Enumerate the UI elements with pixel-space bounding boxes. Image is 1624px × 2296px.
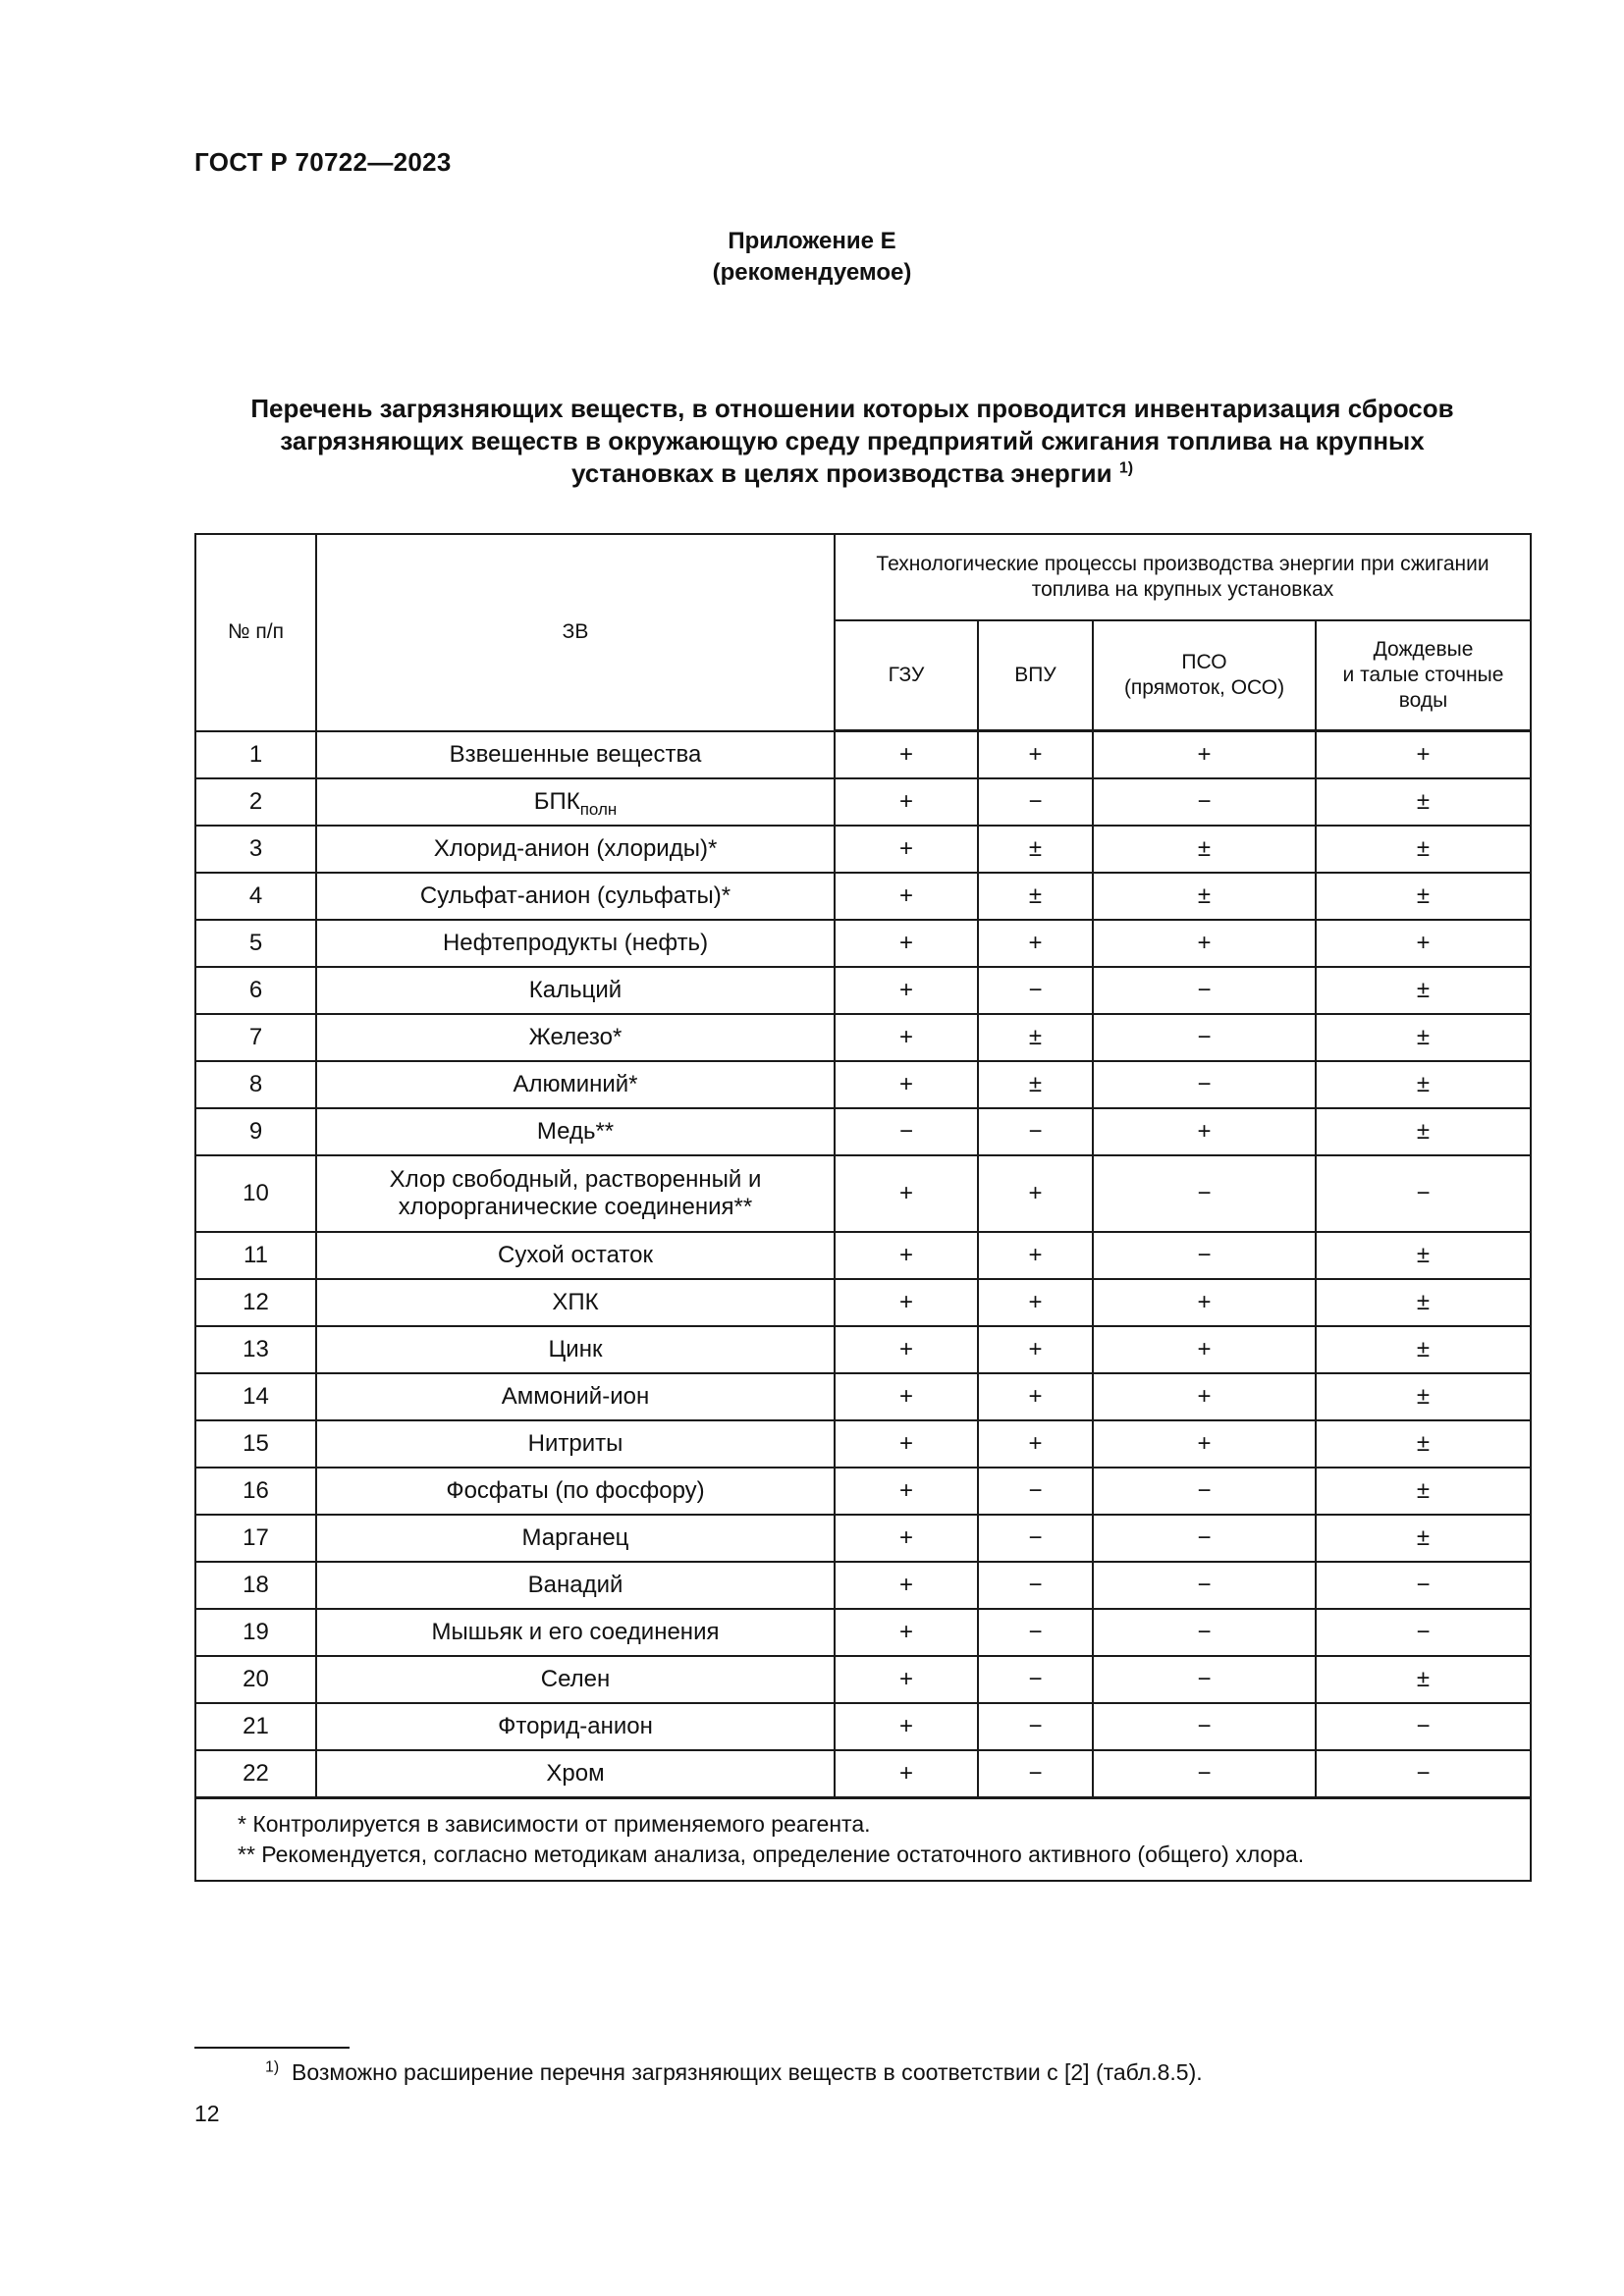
rain-cell: ± xyxy=(1316,1468,1531,1515)
gzu-cell: + xyxy=(835,731,978,779)
table-row xyxy=(195,1279,1531,1326)
substance-name-cell xyxy=(316,920,835,967)
pso-cell: − xyxy=(1093,778,1316,826)
vpu-cell: − xyxy=(978,1656,1093,1703)
row-number-cell: 10 xyxy=(195,1155,316,1232)
table-row xyxy=(195,1609,1531,1656)
header-rain-line3: воды xyxy=(1398,689,1448,712)
substance-name-cell xyxy=(316,731,835,779)
vpu-cell: − xyxy=(978,1750,1093,1798)
gzu-cell: + xyxy=(835,778,978,826)
pso-cell: − xyxy=(1093,1703,1316,1750)
notes-row xyxy=(195,1798,1531,1882)
gzu-cell: + xyxy=(835,873,978,920)
vpu-cell: − xyxy=(978,1468,1093,1515)
vpu-cell: + xyxy=(978,1326,1093,1373)
vpu-cell: + xyxy=(978,1155,1093,1232)
rain-cell: − xyxy=(1316,1703,1531,1750)
gzu-cell: + xyxy=(835,1373,978,1420)
document-title xyxy=(194,393,1510,490)
pso-cell: + xyxy=(1093,1326,1316,1373)
header-gzu: ГЗУ xyxy=(835,620,978,731)
footnote xyxy=(265,2057,1203,2087)
pso-cell: − xyxy=(1093,1155,1316,1232)
row-number-cell: 5 xyxy=(195,920,316,967)
title-line-3 xyxy=(194,457,1510,490)
substance-name-cell xyxy=(316,1326,835,1373)
vpu-cell: − xyxy=(978,1562,1093,1609)
pso-cell: − xyxy=(1093,1515,1316,1562)
pso-cell: − xyxy=(1093,1656,1316,1703)
row-number-cell: 6 xyxy=(195,967,316,1014)
substance-name-cell xyxy=(316,1562,835,1609)
substance-name-cell xyxy=(316,1061,835,1108)
row-number-cell: 17 xyxy=(195,1515,316,1562)
substance-name: Аммоний-ион xyxy=(501,1383,650,1410)
substance-name: Хлорид-анион (хлориды)* xyxy=(433,835,718,862)
row-number-cell: 7 xyxy=(195,1014,316,1061)
substance-name-cell xyxy=(316,1155,835,1232)
rain-cell: ± xyxy=(1316,1108,1531,1155)
vpu-cell: + xyxy=(978,1420,1093,1468)
substance-name-cell xyxy=(316,873,835,920)
rain-cell: ± xyxy=(1316,1656,1531,1703)
vpu-cell: + xyxy=(978,731,1093,779)
substance-name: Фосфаты (по фосфору) xyxy=(446,1477,705,1504)
gzu-cell: + xyxy=(835,1656,978,1703)
rain-cell: ± xyxy=(1316,1420,1531,1468)
rain-cell: ± xyxy=(1316,1232,1531,1279)
table-row xyxy=(195,1061,1531,1108)
table-row xyxy=(195,1108,1531,1155)
header-pso-line2: (прямоток, ОСО) xyxy=(1123,676,1285,699)
vpu-cell: ± xyxy=(978,1061,1093,1108)
pso-cell: + xyxy=(1093,1108,1316,1155)
table-row xyxy=(195,826,1531,873)
table-row xyxy=(195,967,1531,1014)
title-line-3-text: установках в целях производства энергии xyxy=(570,458,1112,488)
row-number-cell: 13 xyxy=(195,1326,316,1373)
table-body xyxy=(195,731,1531,1882)
substance-name: Железо* xyxy=(528,1024,623,1050)
pso-cell: + xyxy=(1093,1279,1316,1326)
vpu-cell: ± xyxy=(978,1014,1093,1061)
row-number-cell: 21 xyxy=(195,1703,316,1750)
gzu-cell: + xyxy=(835,1609,978,1656)
title-line-1: Перечень загрязняющих веществ, в отношении которых проводится инвентаризация сбросов xyxy=(250,394,1454,423)
substance-name-cell xyxy=(316,826,835,873)
substance-name: Цинк xyxy=(548,1336,603,1362)
note-1: * Контролируется в зависимости от применяемого реагента. xyxy=(238,1811,871,1837)
substance-name-cell xyxy=(316,1468,835,1515)
rain-cell: ± xyxy=(1316,826,1531,873)
substance-name-cell xyxy=(316,1656,835,1703)
pso-cell: + xyxy=(1093,731,1316,779)
gzu-cell: + xyxy=(835,1014,978,1061)
gzu-cell: + xyxy=(835,1279,978,1326)
substance-name: Сухой остаток xyxy=(498,1242,653,1268)
pso-cell: ± xyxy=(1093,826,1316,873)
footnote-marker: 1) xyxy=(265,2058,280,2076)
substance-name-cell xyxy=(316,1609,835,1656)
pso-cell: − xyxy=(1093,1609,1316,1656)
row-number-cell: 1 xyxy=(195,731,316,779)
row-number-cell: 9 xyxy=(195,1108,316,1155)
header-vpu: ВПУ xyxy=(978,620,1093,731)
footnote-text: Возможно расширение перечня загрязняющих веществ в соответствии с [2] (табл.8.5). xyxy=(292,2059,1203,2085)
vpu-cell: − xyxy=(978,1108,1093,1155)
substance-name: Хлор свободный, растворенный и xyxy=(389,1166,762,1193)
table-row xyxy=(195,731,1531,779)
rain-cell: − xyxy=(1316,1609,1531,1656)
table-row xyxy=(195,920,1531,967)
substance-name-subscript: полн xyxy=(579,799,618,819)
rain-cell: ± xyxy=(1316,873,1531,920)
table-row xyxy=(195,778,1531,826)
row-number-cell: 20 xyxy=(195,1656,316,1703)
substance-name: ХПК xyxy=(552,1289,599,1315)
rain-cell: ± xyxy=(1316,1061,1531,1108)
standard-id: ГОСТ Р 70722—2023 xyxy=(194,147,452,177)
table-row xyxy=(195,1703,1531,1750)
row-number-cell: 8 xyxy=(195,1061,316,1108)
row-number-cell: 14 xyxy=(195,1373,316,1420)
table-row xyxy=(195,1515,1531,1562)
pso-cell: ± xyxy=(1093,873,1316,920)
substance-name-cell xyxy=(316,967,835,1014)
table-row xyxy=(195,1014,1531,1061)
vpu-cell: + xyxy=(978,1232,1093,1279)
substance-name: Нитриты xyxy=(527,1430,623,1457)
header-number: № п/п xyxy=(195,534,316,731)
substance-name: Ванадий xyxy=(527,1572,623,1598)
notes-cell xyxy=(195,1798,1531,1882)
vpu-cell: + xyxy=(978,920,1093,967)
row-number-cell: 2 xyxy=(195,778,316,826)
rain-cell: − xyxy=(1316,1155,1531,1232)
gzu-cell: + xyxy=(835,1515,978,1562)
row-number-cell: 15 xyxy=(195,1420,316,1468)
table-row xyxy=(195,1326,1531,1373)
table-row xyxy=(195,1155,1531,1232)
rain-cell: ± xyxy=(1316,967,1531,1014)
rain-cell: ± xyxy=(1316,1515,1531,1562)
row-number-cell: 12 xyxy=(195,1279,316,1326)
gzu-cell: + xyxy=(835,1750,978,1798)
substance-name-cell xyxy=(316,1279,835,1326)
table-row xyxy=(195,1420,1531,1468)
substance-name: Взвешенные вещества xyxy=(449,740,702,768)
pso-cell: + xyxy=(1093,1420,1316,1468)
substance-name: Селен xyxy=(540,1666,611,1692)
gzu-cell: − xyxy=(835,1108,978,1155)
header-rain-line1: Дождевые xyxy=(1373,638,1474,661)
pso-cell: + xyxy=(1093,1373,1316,1420)
note-2: ** Рекомендуется, согласно методикам анализа, определение остаточного активного (общего) хлора. xyxy=(238,1842,1305,1867)
row-number-cell: 4 xyxy=(195,873,316,920)
vpu-cell: + xyxy=(978,1373,1093,1420)
vpu-cell: ± xyxy=(978,873,1093,920)
substance-name-cell xyxy=(316,1014,835,1061)
gzu-cell: + xyxy=(835,967,978,1014)
table-row xyxy=(195,1562,1531,1609)
substance-name-line2: хлорорганические соединения** xyxy=(398,1194,753,1220)
table-row xyxy=(195,873,1531,920)
rain-cell: ± xyxy=(1316,1326,1531,1373)
header-substance: ЗВ xyxy=(316,534,835,731)
substance-name-cell xyxy=(316,1108,835,1155)
vpu-cell: − xyxy=(978,1703,1093,1750)
substance-name: Сульфат-анион (сульфаты)* xyxy=(419,882,731,909)
pso-cell: − xyxy=(1093,1061,1316,1108)
vpu-cell: + xyxy=(978,1279,1093,1326)
vpu-cell: − xyxy=(978,1515,1093,1562)
rain-cell: + xyxy=(1316,731,1531,779)
substance-name: Мышьяк и его соединения xyxy=(431,1619,720,1645)
header-rain xyxy=(1316,620,1531,731)
substance-name: Алюминий* xyxy=(513,1071,638,1097)
pso-cell: − xyxy=(1093,1468,1316,1515)
gzu-cell: + xyxy=(835,1232,978,1279)
vpu-cell: − xyxy=(978,778,1093,826)
pso-cell: − xyxy=(1093,1562,1316,1609)
rain-cell: ± xyxy=(1316,778,1531,826)
gzu-cell: + xyxy=(835,1061,978,1108)
gzu-cell: + xyxy=(835,920,978,967)
header-pso xyxy=(1093,620,1316,731)
substance-name: Марганец xyxy=(521,1524,629,1551)
vpu-cell: − xyxy=(978,1609,1093,1656)
substance-name-cell xyxy=(316,1750,835,1798)
table-row xyxy=(195,1232,1531,1279)
table-row xyxy=(195,1656,1531,1703)
table-row xyxy=(195,1750,1531,1798)
substance-name-cell xyxy=(316,1420,835,1468)
gzu-cell: + xyxy=(835,1420,978,1468)
page-number: 12 xyxy=(194,2101,220,2126)
row-number-cell: 16 xyxy=(195,1468,316,1515)
vpu-cell: − xyxy=(978,967,1093,1014)
substance-name-cell xyxy=(316,1703,835,1750)
substances-table xyxy=(194,533,1532,1882)
pso-cell: − xyxy=(1093,967,1316,1014)
gzu-cell: + xyxy=(835,1468,978,1515)
annex-title: Приложение Е xyxy=(728,228,896,254)
row-number-cell: 19 xyxy=(195,1609,316,1656)
substance-name-cell xyxy=(316,1232,835,1279)
annex-kind: (рекомендуемое) xyxy=(712,259,912,286)
substance-name-cell xyxy=(316,778,835,826)
pso-cell: − xyxy=(1093,1750,1316,1798)
table-row xyxy=(195,1373,1531,1420)
row-number-cell: 18 xyxy=(195,1562,316,1609)
pso-cell: − xyxy=(1093,1014,1316,1061)
substance-name-cell xyxy=(316,1373,835,1420)
title-line-2: загрязняющих веществ в окружающую среду предприятий сжигания топлива на крупных xyxy=(280,426,1425,455)
row-number-cell: 3 xyxy=(195,826,316,873)
pso-cell: + xyxy=(1093,920,1316,967)
table-row xyxy=(195,1468,1531,1515)
gzu-cell: + xyxy=(835,1326,978,1373)
substance-name-cell xyxy=(316,1515,835,1562)
substance-name: Фторид-анион xyxy=(498,1713,653,1739)
substance-name: Кальций xyxy=(528,977,623,1003)
gzu-cell: + xyxy=(835,1155,978,1232)
rain-cell: ± xyxy=(1316,1279,1531,1326)
rain-cell: ± xyxy=(1316,1373,1531,1420)
rain-cell: ± xyxy=(1316,1014,1531,1061)
substance-name: Хром xyxy=(546,1760,605,1787)
rain-cell: + xyxy=(1316,920,1531,967)
gzu-cell: + xyxy=(835,1703,978,1750)
substance-name: Нефтепродукты (нефть) xyxy=(442,930,709,956)
header-rain-line2: и талые сточные xyxy=(1342,664,1504,686)
rain-cell: − xyxy=(1316,1750,1531,1798)
header-process-group: Технологические процессы производства энергии при сжигании топлива на крупных установках xyxy=(835,534,1531,620)
title-footnote-ref: 1) xyxy=(1118,459,1134,477)
row-number-cell: 11 xyxy=(195,1232,316,1279)
pso-cell: − xyxy=(1093,1232,1316,1279)
row-number-cell: 22 xyxy=(195,1750,316,1798)
rain-cell: − xyxy=(1316,1562,1531,1609)
substance-name: БПК xyxy=(533,788,580,815)
header-pso-line1: ПСО xyxy=(1181,651,1227,673)
gzu-cell: + xyxy=(835,826,978,873)
substance-name: Медь** xyxy=(536,1118,615,1145)
gzu-cell: + xyxy=(835,1562,978,1609)
footnote-rule xyxy=(194,2047,350,2049)
vpu-cell: ± xyxy=(978,826,1093,873)
